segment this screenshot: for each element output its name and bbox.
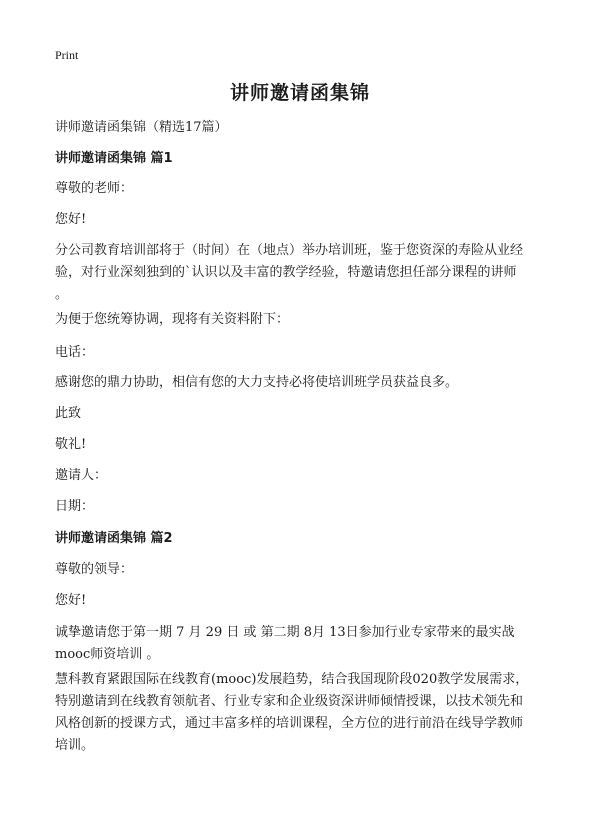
paragraph-line: 分公司教育培训部将于（时间）在（地点）举办培训班，鉴于您资深的寿险从业经	[55, 243, 524, 258]
thanks-line: 感谢您的鼎力协助，相信有您的大力支持必将使培训班学员获益良多。	[55, 375, 459, 390]
paragraph-line: 诚挚邀请您于第一期 7 月 29 日 或 第二期 8月 13日参加行业专家带来的最实战	[55, 625, 515, 640]
greeting-1: 尊敬的老师：	[55, 181, 134, 196]
body-paragraph-2	[55, 669, 550, 757]
closing-line-2: 敬礼!	[55, 437, 87, 452]
phone-label: 电话：	[55, 345, 95, 360]
hello-2: 您好!	[55, 593, 87, 608]
info-intro: 为便于您统筹协调，现将有关资料附下：	[55, 312, 290, 327]
print-label[interactable]: Print	[55, 48, 79, 62]
document-subtitle: 讲师邀请函集锦（精选17篇）	[55, 120, 228, 135]
date-label: 日期：	[55, 499, 95, 514]
page-title: 讲师邀请函集锦	[229, 82, 370, 104]
section-heading-1: 讲师邀请函集锦 篇1	[55, 151, 173, 166]
inviter-label: 邀请人：	[55, 468, 108, 483]
paragraph-line: 验，对行业深刻独到的`认识以及丰富的教学经验，特邀请您担任部分课程的讲师	[55, 265, 517, 280]
paragraph-line: mooc师资培训 。	[55, 647, 160, 662]
closing-line-1: 此致	[55, 406, 82, 421]
paragraph-line: 慧科教育紧跟国际在线教育(mooc)发展趋势，结合我国现阶段020教学发展需求，	[55, 672, 529, 687]
invite-paragraph	[55, 622, 550, 666]
paragraph-line: 特别邀请到在线教育领航者、行业专家和企业级资深讲师倾情授课，以技术领先和	[55, 694, 524, 709]
section-heading-2: 讲师邀请函集锦 篇2	[55, 531, 173, 546]
body-paragraph-1	[55, 240, 550, 306]
greeting-2: 尊敬的领导：	[55, 562, 134, 577]
paragraph-line: 培训。	[55, 738, 95, 753]
paragraph-line: 风格创新的授课方式，通过丰富多样的培训课程，全方位的进行前沿在线导学教师	[55, 716, 524, 731]
paragraph-line: 。	[55, 287, 69, 302]
hello-1: 您好!	[55, 212, 87, 227]
